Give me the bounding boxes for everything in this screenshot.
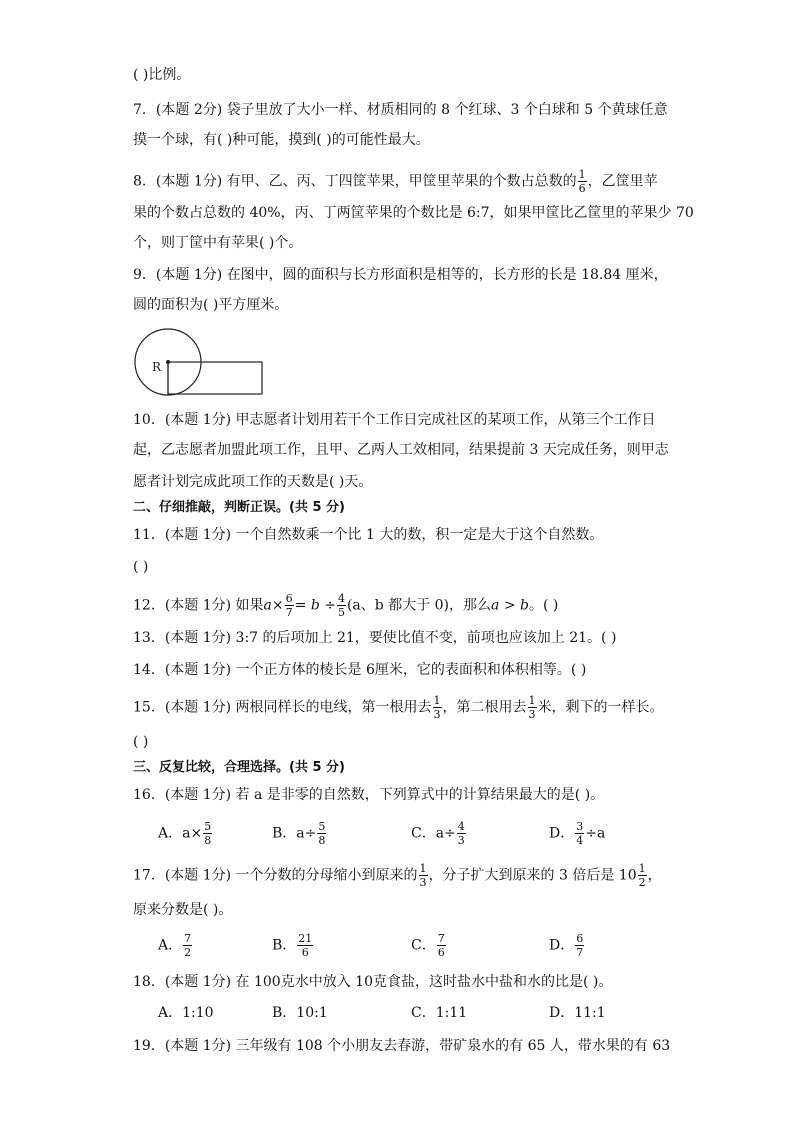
q16-option-d[interactable]: D． $\frac{3}{4}$ ÷a bbox=[549, 820, 606, 847]
fraction-one-third-a: $\frac{1}{3}$ bbox=[433, 694, 441, 721]
q8-text-post: ，乙筐里苹 bbox=[587, 173, 658, 190]
q10-line3: 愿者计划完成此项工作的天数是( )天。 bbox=[133, 474, 373, 490]
q17-option-d[interactable]: D． $\frac{6}{7}$ bbox=[549, 932, 584, 959]
q17-text-post: ， bbox=[647, 867, 662, 884]
circle-rectangle-figure bbox=[130, 326, 270, 398]
q12-var-a: a bbox=[263, 597, 272, 614]
q7-line2: 摸一个球，有( )种可能，摸到( )的可能性最大。 bbox=[133, 132, 430, 148]
rectangle-shape bbox=[168, 362, 262, 394]
q18-line: 18．(本题 1分) 在 100克水中放入 10克食盐，这时盐水中盐和水的比是( )。 bbox=[133, 974, 613, 990]
q6-tail: ( )比例。 bbox=[133, 67, 191, 83]
q15-text-mid: ，第二根用去 bbox=[442, 699, 527, 716]
fraction-six-sevenths: $\frac{6}{7}$ bbox=[285, 592, 293, 619]
center-dot bbox=[166, 360, 170, 364]
q8-line3: 个，则丁筐中有苹果( )个。 bbox=[133, 235, 303, 251]
q17-line2: 原来分数是( )。 bbox=[133, 902, 233, 918]
q17-option-a[interactable]: A． $\frac{7}{2}$ bbox=[158, 932, 192, 959]
q12-times: × bbox=[271, 597, 284, 614]
q16-option-b[interactable]: B．a÷ $\frac{5}{8}$ bbox=[272, 820, 326, 847]
q7-line1: 7．(本题 2分) 袋子里放了大小一样、材质相同的 8 个红球、3 个白球和 5 个黄球任意 bbox=[133, 102, 668, 118]
q16-line: 16．(本题 1分) 若 a 是非零的自然数，下列算式中的计算结果最大的是( )。 bbox=[133, 787, 605, 803]
q9-line1: 9．(本题 1分) 在图中，圆的面积与长方形面积是相等的，长方形的长是 18.84 厘米， bbox=[133, 267, 668, 283]
q12-compare: a > b bbox=[491, 597, 529, 614]
fraction-four-fifths: $\frac{4}{5}$ bbox=[337, 592, 345, 619]
fraction-one-sixth: $\frac{1}{6}$ bbox=[578, 168, 586, 195]
q15-line1 bbox=[133, 694, 664, 721]
q12-line bbox=[133, 592, 558, 619]
q14-line: 14．(本题 1分) 一个正方体的棱长是 6厘米，它的表面积和体积相等。( ) bbox=[133, 662, 587, 678]
radius-label: R bbox=[152, 360, 162, 374]
q19-line: 19．(本题 1分) 三年级有 108 个小朋友去春游，带矿泉水的有 65 人，带水果的有 63 bbox=[133, 1038, 671, 1054]
q13-line: 13．(本题 1分) 3:7 的后项加上 21，要使比值不变，前项也应该加上 21。( ) bbox=[133, 630, 617, 646]
q17-text-mid: ，分子扩大到原来的 3 倍后是 10 bbox=[428, 867, 637, 884]
q16-option-a[interactable]: A．a× $\frac{5}{8}$ bbox=[158, 820, 212, 847]
q9-line2: 圆的面积为( )平方厘米。 bbox=[133, 297, 289, 313]
q18-option-b[interactable]: B．10:1 bbox=[272, 1005, 328, 1021]
fraction-one-half: $\frac{1}{2}$ bbox=[638, 862, 646, 889]
q17-line1 bbox=[133, 862, 662, 889]
q11-line2: ( ) bbox=[133, 559, 149, 575]
q16-option-c[interactable]: C．a÷ $\frac{4}{3}$ bbox=[411, 820, 465, 847]
q15-line2: ( ) bbox=[133, 734, 149, 750]
q10-line2: 起，乙志愿者加盟此项工作，且甲、乙两人工效相同，结果提前 3 天完成任务，则甲志 bbox=[133, 442, 669, 458]
q17-option-b[interactable]: B． $\frac{21}{6}$ bbox=[272, 932, 313, 959]
fraction-one-third-c: $\frac{1}{3}$ bbox=[419, 862, 427, 889]
q17-option-c[interactable]: C． $\frac{7}{6}$ bbox=[411, 932, 445, 959]
section-2-heading: 二、仔细推敲，判断正误。(共 5 分) bbox=[133, 500, 345, 515]
q15-text-post: 米，剩下的一样长。 bbox=[537, 699, 664, 716]
q10-line1: 10．(本题 1分) 甲志愿者计划用若干个工作日完成社区的某项工作，从第三个工作日 bbox=[133, 412, 656, 428]
q12-eq-b: = b ÷ bbox=[294, 597, 336, 614]
q15-text-pre: 15．(本题 1分) 两根同样长的电线，第一根用去 bbox=[133, 699, 432, 716]
q18-option-a[interactable]: A．1:10 bbox=[158, 1005, 214, 1021]
q17-text-pre: 17．(本题 1分) 一个分数的分母缩小到原来的 bbox=[133, 867, 418, 884]
q8-line1 bbox=[133, 168, 658, 195]
q18-option-d[interactable]: D．11:1 bbox=[549, 1005, 606, 1021]
q12-text-post: (a、b 都大于 0)，那么 bbox=[346, 597, 492, 614]
fraction-one-third-b: $\frac{1}{3}$ bbox=[528, 694, 536, 721]
q8-text-pre: 8．(本题 1分) 有甲、乙、丙、丁四筐苹果，甲筐里苹果的个数占总数的 bbox=[133, 173, 577, 190]
section-3-heading: 三、反复比较，合理选择。(共 5 分) bbox=[133, 760, 345, 775]
q11-line1: 11．(本题 1分) 一个自然数乘一个比 1 大的数，积一定是大于这个自然数。 bbox=[133, 527, 604, 543]
q18-option-c[interactable]: C．1:11 bbox=[411, 1005, 468, 1021]
q8-line2: 果的个数占总数的 40%，丙、丁两筐苹果的个数比是 6:7，如果甲筐比乙筐里的苹果少 70 bbox=[133, 205, 694, 221]
q12-text-pre: 12．(本题 1分) 如果 bbox=[133, 597, 264, 614]
q12-text-end: 。( ) bbox=[528, 597, 559, 614]
